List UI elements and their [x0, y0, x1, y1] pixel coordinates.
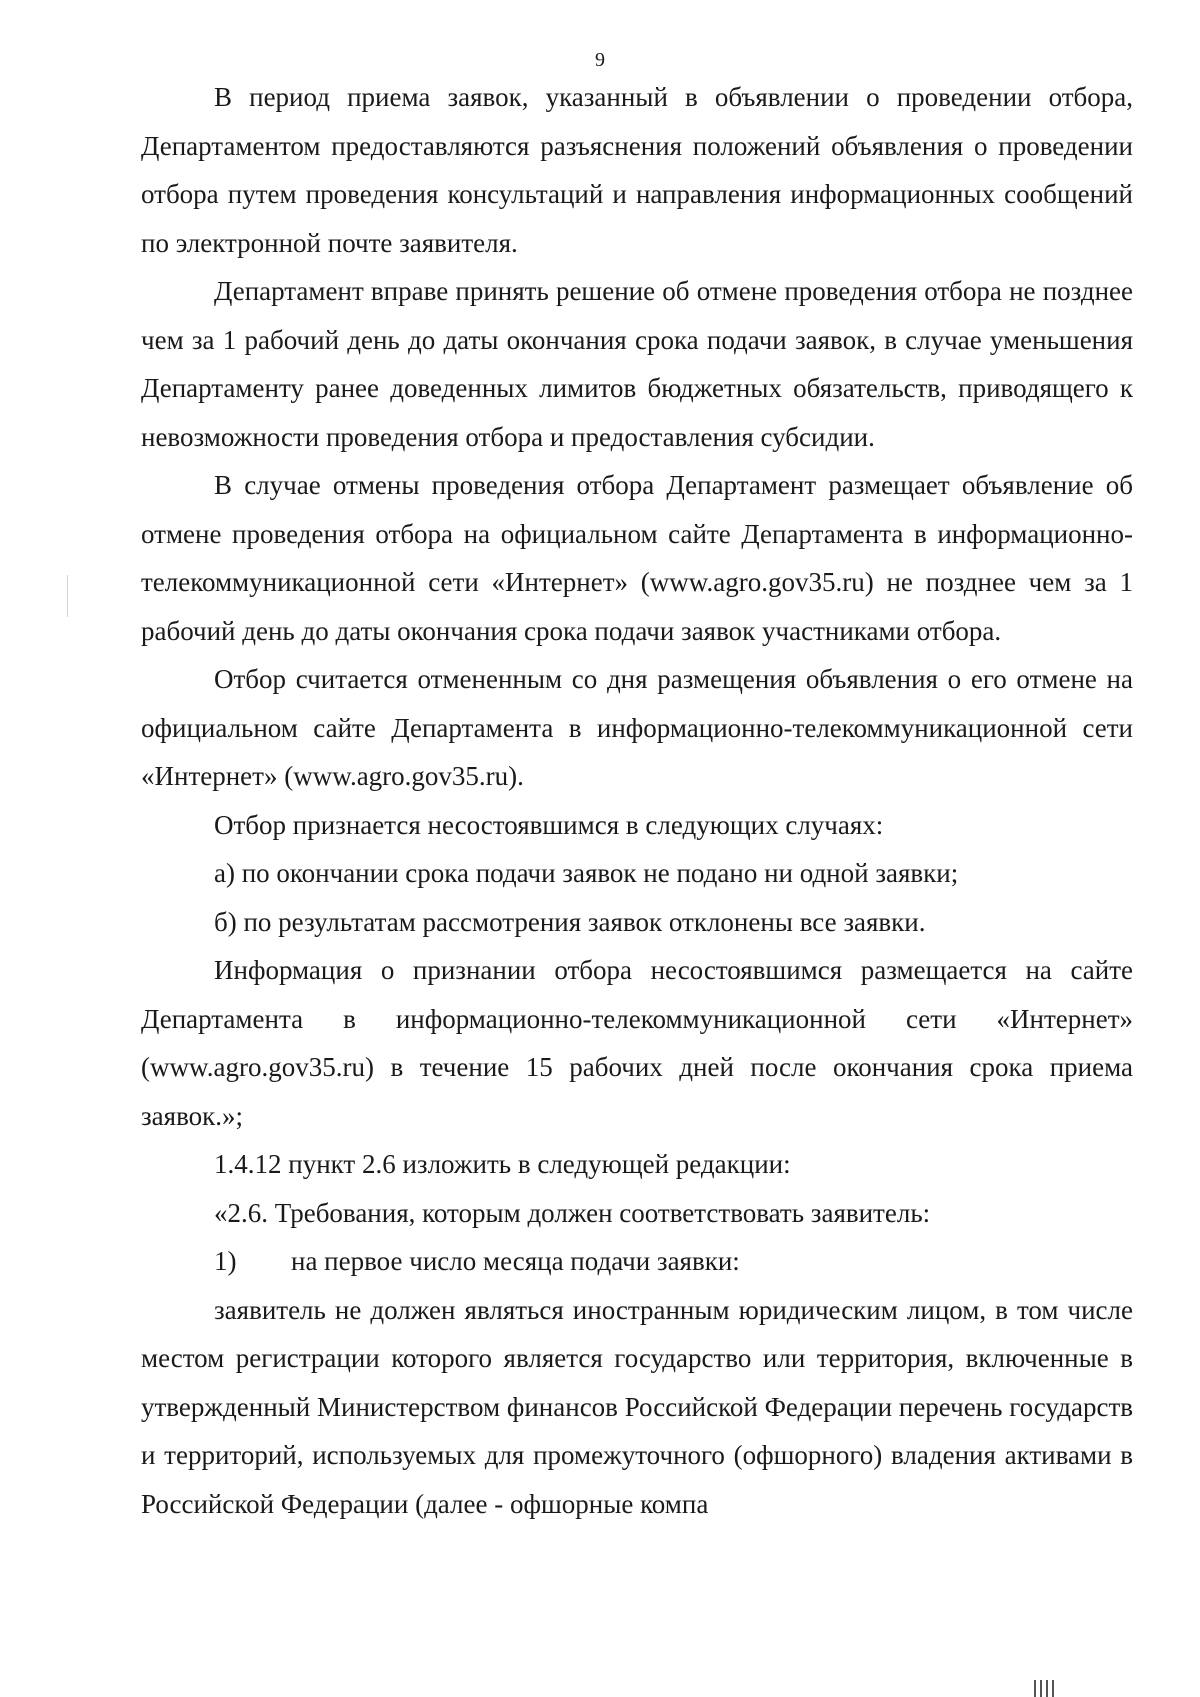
- paragraph-case-b: б) по результатам рассмотрения заявок отклонены все заявки.: [214, 906, 926, 937]
- margin-mark: [67, 575, 68, 617]
- paragraph-requirements: «2.6. Требования, которым должен соответствовать заявитель:: [214, 1197, 931, 1228]
- paragraph-failed-cases: Отбор признается несостоявшимся в следующих случаях:: [214, 809, 884, 840]
- paragraph-offshore: заявитель не должен являться иностранным юридическим лицом, в том числе местом регистрации которого является государство или территория, включенные в утвержденный Министерством финансов Российской Федерации перечень государств и территорий, используемых для промежуточного (офшорного) владения активами в Российской Федерации (далее - офшорные компа: [141, 1294, 1133, 1519]
- paragraph-failed-info: Информация о признании отбора несостоявшимся размещается на сайте Департамента в информационно-телекоммуникационной сети «Интернет» (www.agro.gov35.ru) в течение 15 рабочих дней после окончания срока приема заявок.»;: [141, 955, 1133, 1131]
- paragraph-consultations: В период приема заявок, указанный в объявлении о проведении отбора, Департаментом предоставляются разъяснения положений объявления о проведении отбора путем проведения консультаций и направления информационных сообщений по электронной почте заявителя.: [141, 82, 1133, 258]
- scan-artifact-mark: [1040, 1680, 1042, 1697]
- paragraph-cancel-decision: Департамент вправе принять решение об отмене проведения отбора не позднее чем за 1 рабочий день до даты окончания срока подачи заявок, в случае уменьшения Департаменту ранее доведенных лимитов бюджетных обязательств, приводящего к невозможности проведения отбора и предоставления субсидии.: [141, 276, 1133, 452]
- scan-artifact-mark: [1052, 1680, 1054, 1697]
- scan-artifact-mark: [1046, 1680, 1048, 1697]
- paragraph-cancel-announcement: В случае отмены проведения отбора Департамент размещает объявление об отмене проведения отбора на официальном сайте Департамента в информационно-телекоммуникационной сети «Интернет» (www.agro.gov35.ru) не позднее чем за 1 рабочий день до даты окончания срока подачи заявок участниками отбора.: [141, 470, 1133, 646]
- document-body: [141, 73, 1133, 1528]
- page-number: 9: [595, 49, 605, 71]
- paragraph-case-a: а) по окончании срока подачи заявок не подано ни одной заявки;: [214, 858, 959, 888]
- numbered-item-text: на первое число месяца подачи заявки:: [291, 1246, 740, 1276]
- paragraph-amendment: 1.4.12 пункт 2.6 изложить в следующей редакции:: [214, 1149, 791, 1179]
- numbered-item-1: [141, 1237, 1133, 1286]
- numbered-item-number: 1): [214, 1246, 237, 1276]
- scan-artifact-mark: [1034, 1680, 1036, 1697]
- paragraph-cancelled-date: Отбор считается отмененным со дня размещения объявления о его отмене на официальном сайте Департамента в информационно-телекоммуникационной сети «Интернет» (www.agro.gov35.ru).: [141, 664, 1133, 791]
